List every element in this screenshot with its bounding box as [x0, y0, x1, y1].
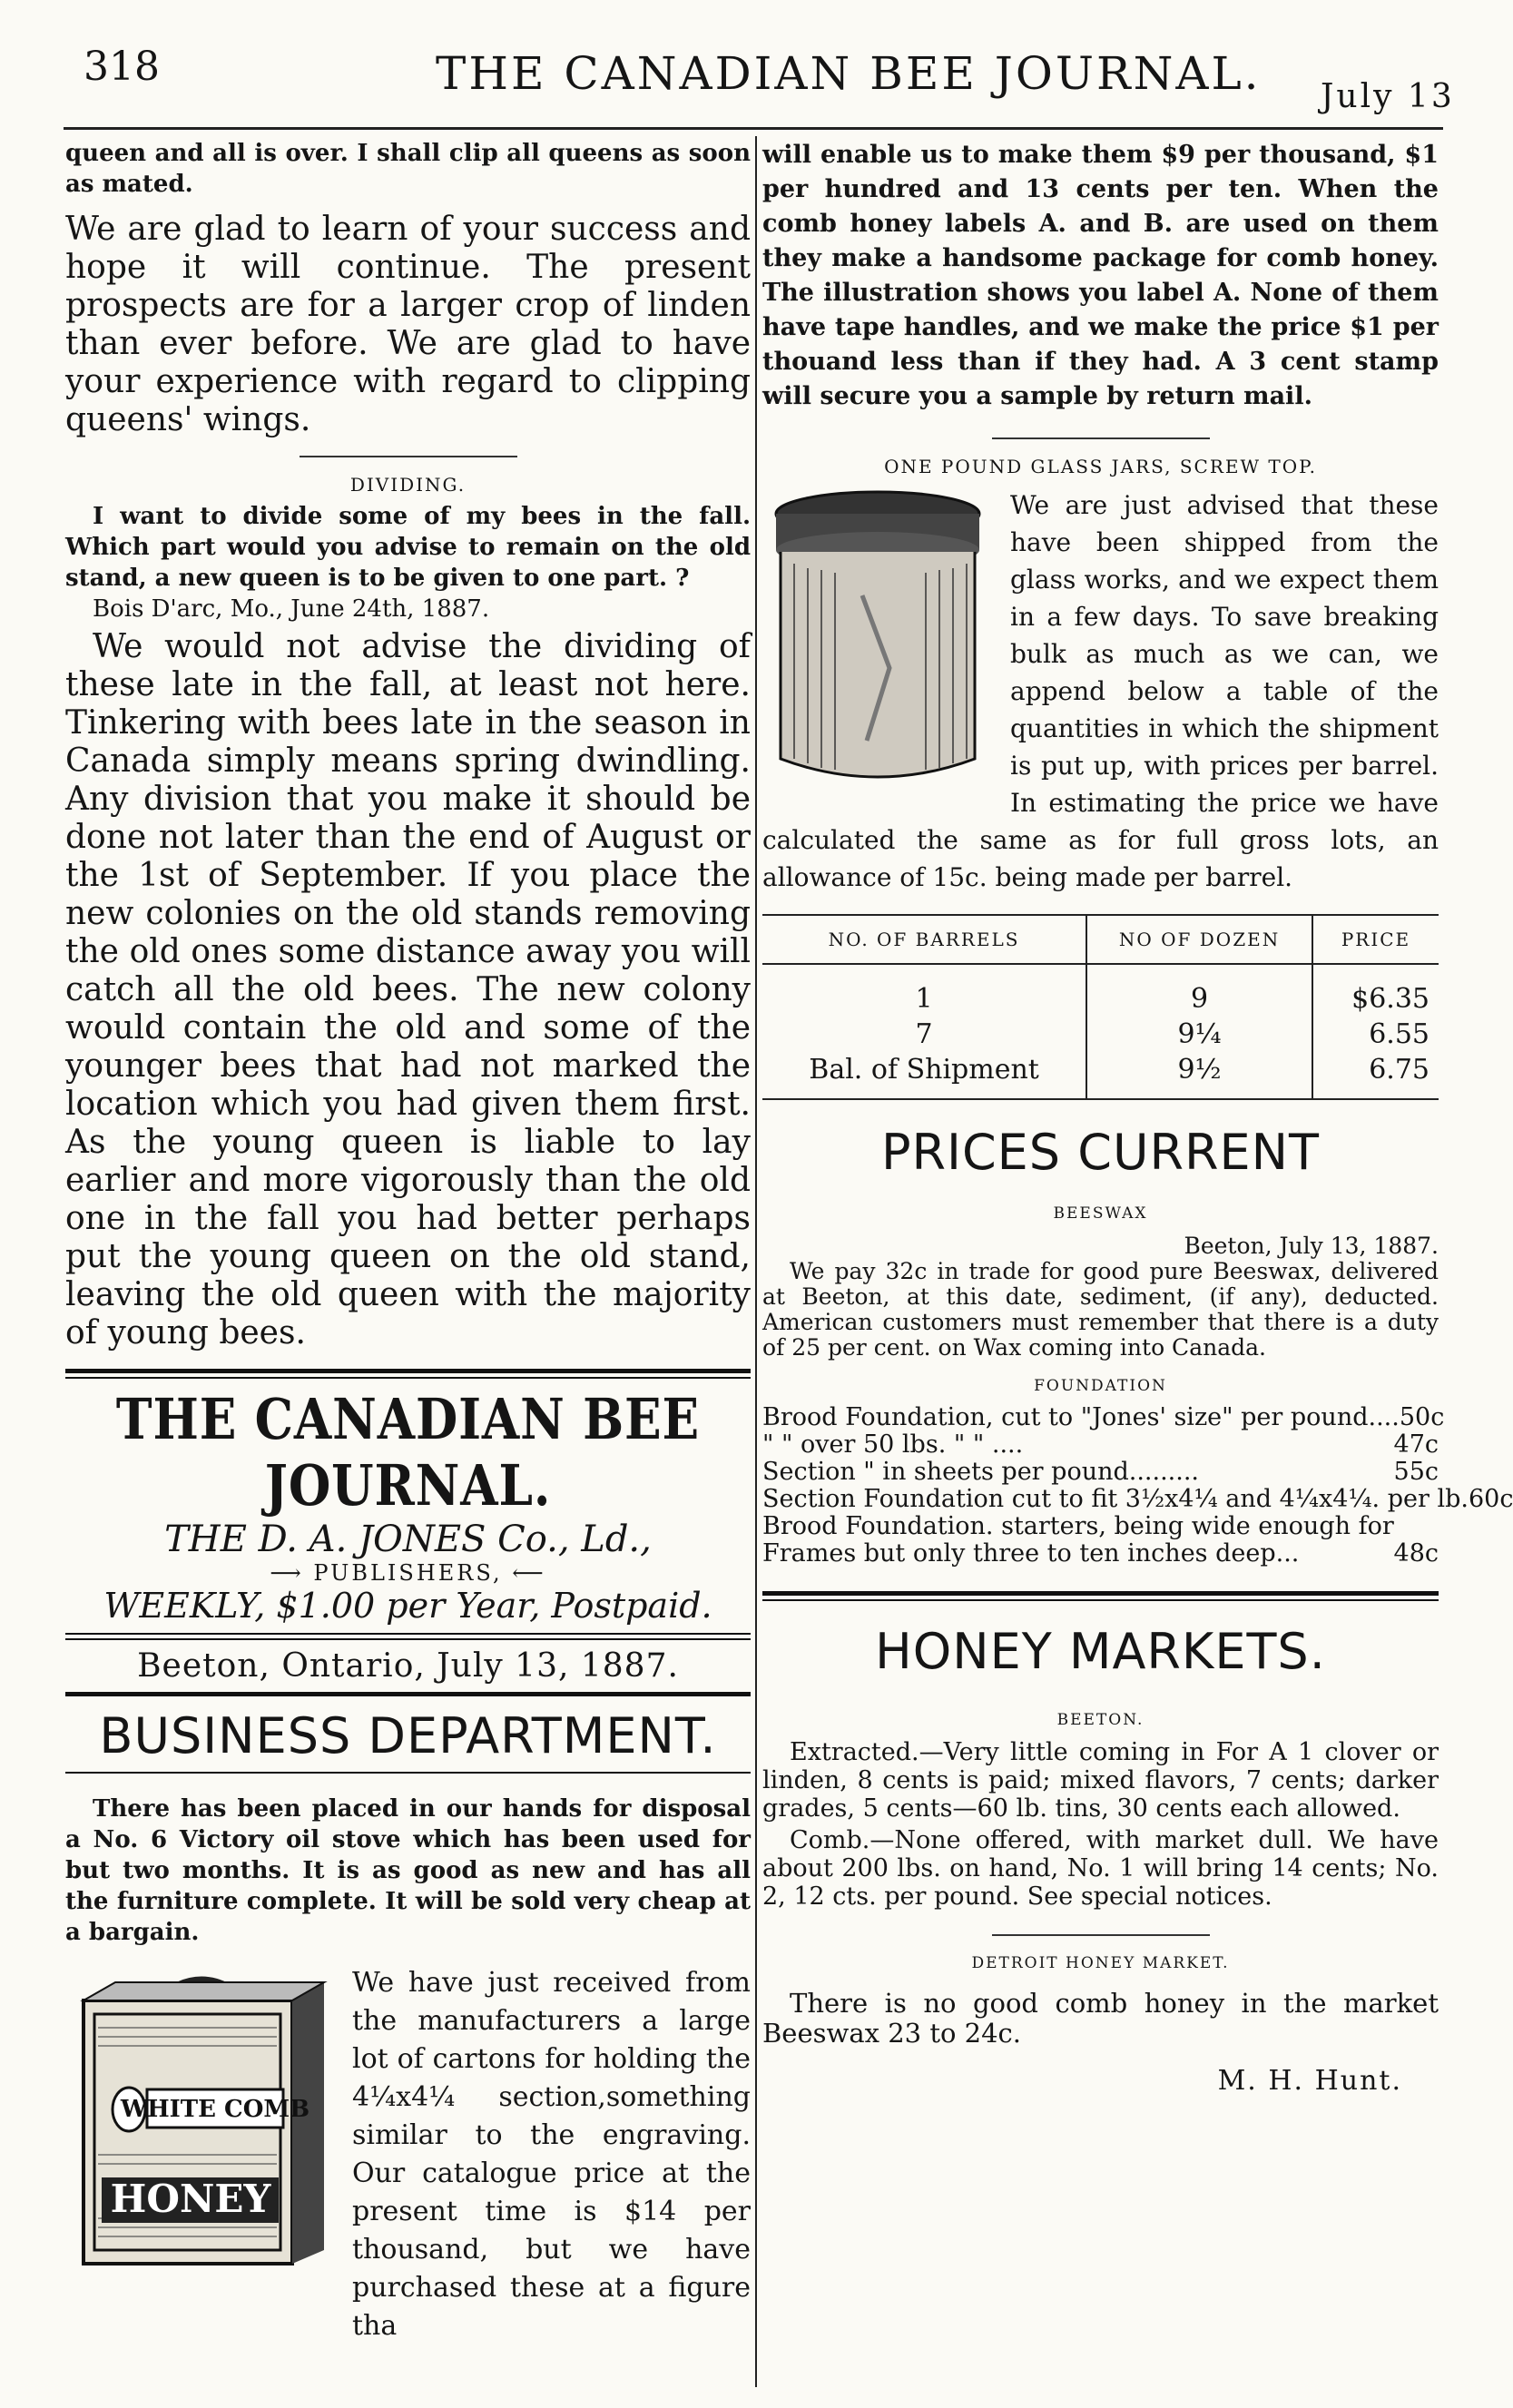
table-cell: 9: [1086, 964, 1312, 1017]
publisher-name: THE D. A. JONES Co., Ld.,: [164, 1519, 652, 1560]
table-row: [762, 1017, 1439, 1052]
price-line: Section Foundation cut to fit 3½x4¼ and 4¼x4¼. per lb. 60c: [762, 1485, 1513, 1513]
beeswax-paragraph: We pay 32c in trade for good pure Beeswax, delivered at Beeton, at this date, sediment, (if any), deducted. American customers must remember that there is a duty of 25 per cent. on Wax coming into Canada.: [762, 1258, 1439, 1361]
table-cell: 1: [915, 983, 933, 1015]
ornament-left-icon: ⟶: [270, 1560, 314, 1586]
divider: [992, 1934, 1210, 1936]
honey-markets-heading: HONEY MARKETS.: [875, 1623, 1326, 1680]
dateline: Beeton, Ontario, July 13, 1887.: [137, 1647, 679, 1685]
carton-paragraph: We have just received from the manufacturers a large lot of cartons for holding the 4¼x4¼ section,something similar to the engraving. Our catalogue price at the present time is $14 per thousand, but we have purchased these at a figure tha: [352, 1967, 751, 2342]
question-text: I want to divide some of my bees in the fall. Which part would you advise to remain on the old stand, a new queen is to be given to one part. ?: [65, 503, 751, 592]
price-line: Section " in sheets per pound......... 55c: [762, 1458, 1439, 1486]
table-cell: 6.75: [1312, 1052, 1439, 1099]
paragraph: There has been placed in our hands for disposal a No. 6 Victory oil stove which has been used for but two months. It is as good as new and has all the furniture complete. It will be sold very cheap at a bargain.: [65, 1795, 751, 1946]
business-heading: BUSINESS DEPARTMENT.: [99, 1707, 717, 1764]
signature: M. H. Hunt.: [1217, 2065, 1402, 2097]
divider: [300, 456, 517, 457]
issue-date: July 13: [1321, 78, 1455, 115]
prices-current-heading: PRICES CURRENT: [880, 1124, 1321, 1181]
detroit-heading: DETROIT HONEY MARKET.: [971, 1954, 1230, 1972]
glass-jar-image: [762, 487, 994, 791]
rule: [65, 1633, 751, 1635]
table-row: [762, 1052, 1439, 1099]
subscription-price: WEEKLY, $1.00 per Year, Postpaid.: [103, 1586, 712, 1626]
table-cell: 7: [915, 1018, 933, 1050]
ornament-right-icon: ⟵: [502, 1560, 546, 1586]
carton-block: [65, 1964, 751, 2345]
publishers-label: ⟶ PUBLISHERS, ⟵: [270, 1560, 546, 1586]
paragraph: will enable us to make them $9 per thousand, $1 per hundred and 13 cents per ten. When the comb honey labels A. and B. are used on them they make a handsome package for comb honey. The illustration shows you label A. None of them have tape handles, and we make the price $1 per thouand less than if they had. A 3 cent stamp will secure you a sample by return mail.: [762, 141, 1439, 410]
beeswax-date: Beeton, July 13, 1887.: [1184, 1233, 1439, 1259]
detroit-paragraph: There is no good comb honey in the market Beeswax 23 to 24c.: [762, 1988, 1439, 2049]
table-cell: 9¼: [1086, 1017, 1312, 1052]
page-number: 318: [84, 44, 160, 90]
honey-carton-image: [65, 1964, 338, 2273]
rule: [65, 1377, 751, 1379]
table-row: [762, 964, 1439, 1017]
column-divider: [755, 136, 757, 2387]
beeswax-heading: BEESWAX: [1053, 1204, 1148, 1223]
table-header: PRICE: [1312, 915, 1439, 964]
paragraph: We are glad to learn of your success and hope it will continue. The present prospects are for a larger crop of linden than ever before. We are glad to have your experience with regard to clipping queens' wings.: [65, 211, 751, 438]
right-column: [762, 138, 1513, 2124]
jar-shipment-table: [762, 914, 1439, 1100]
jars-block: [762, 487, 1439, 896]
question-signature: Bois D'arc, Mo., June 24th, 1887.: [93, 595, 490, 623]
beeton-heading: BEETON.: [1056, 1711, 1145, 1729]
masthead-title: THE CANADIAN BEE JOURNAL.: [115, 1386, 701, 1519]
header-rule: [64, 127, 1443, 130]
foundation-price-list: [762, 1403, 1513, 1568]
left-column: [65, 138, 751, 2345]
rule: [762, 1599, 1439, 1601]
running-title: THE CANADIAN BEE JOURNAL.: [436, 47, 1262, 100]
answer-text: We would not advise the dividing of these late in the fall, at least not here. Tinkering with bees late in the season in Canada simply means spring dwindling. Any division that you make it should be done not later than the end of August or the 1st of September. If you place the new colonies on the old stands removing the old ones some distance away you will catch all the old bees. The new colony would contain the old and some of the younger bees that had not marked the location which you had given them first. As the young queen is liable to lay earlier and more vigorously than the old one in the fall you had better perhaps put the young queen on the old stand, leaving the old queen with the majority of young bees.: [65, 628, 751, 1351]
divider: [992, 437, 1210, 439]
table-cell: 6.55: [1312, 1017, 1439, 1052]
table-header: NO. OF BARRELS: [762, 915, 1086, 964]
section-heading: DIVIDING.: [349, 474, 467, 496]
carton-illustration: [65, 1964, 338, 2345]
rule: [65, 1369, 751, 1373]
page-header: [0, 0, 1455, 136]
table-cell: 9½: [1086, 1052, 1312, 1099]
rule: [65, 1638, 751, 1640]
rule: [762, 1591, 1439, 1596]
table-header: NO OF DOZEN: [1086, 915, 1312, 964]
comb-paragraph: Comb.—None offered, with market dull. We have about 200 lbs. on hand, No. 1 will bring 14 cents; No. 2, 12 cts. per pound. See special notices.: [762, 1826, 1439, 1911]
section-heading: ONE POUND GLASS JARS, SCREW TOP.: [884, 456, 1317, 477]
extracted-paragraph: Extracted.—Very little coming in For A 1 clover or linden, 8 cents is paid; mixed flavors, 7 cents; darker grades, 5 cents—60 lb. tins, 30 cents each allowed.: [762, 1738, 1439, 1823]
price-line: Brood Foundation. starters, being wide enough for: [762, 1512, 1394, 1540]
price-line: " " over 50 lbs. " " .... 47c: [762, 1430, 1439, 1459]
table-cell: $6.35: [1312, 964, 1439, 1017]
price-line: Frames but only three to ten inches deep... 48c: [762, 1539, 1439, 1568]
table-cell: Bal. of Shipment: [762, 1052, 1086, 1099]
jars-paragraph: We are just advised that these have been shipped from the glass works, and we expect them in a few days. To save breaking bulk as much as we can, we append below a table of the quantities in which the shipment is put up, with prices per barrel. In estimating the price we have calculated the same as for full gross lots, an allowance of 15c. being made per barrel.: [762, 490, 1439, 892]
carton-label-top: WHITE COMB: [120, 2096, 310, 2123]
price-line: Brood Foundation, cut to "Jones' size" per pound.... 50c: [762, 1403, 1445, 1431]
rule: [65, 1692, 751, 1696]
foundation-heading: FOUNDATION: [1034, 1377, 1167, 1395]
paragraph: queen and all is over. I shall clip all queens as soon as mated.: [65, 140, 751, 198]
rule: [65, 1772, 751, 1774]
carton-label-bottom: HONEY: [110, 2177, 271, 2221]
